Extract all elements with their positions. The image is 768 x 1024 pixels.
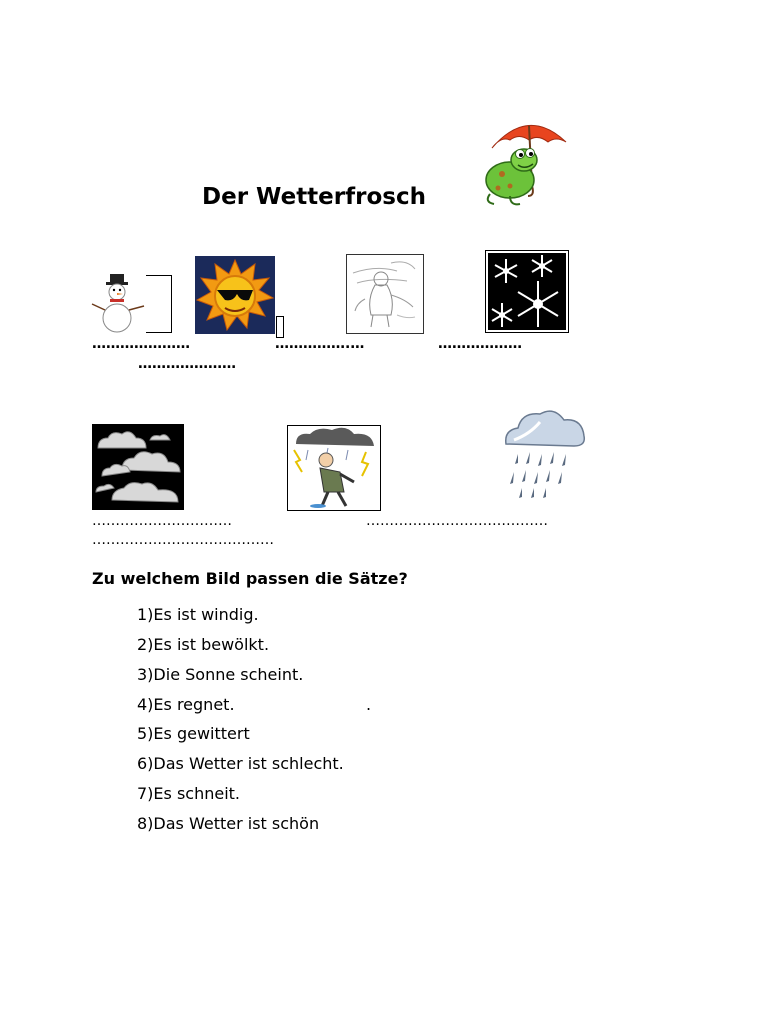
wind-sketch-icon: [346, 254, 424, 334]
answer-box-small: [276, 316, 284, 338]
question-heading: Zu welchem Bild passen die Sätze?: [92, 569, 408, 588]
sentence-2: 2)Es ist bewölkt.: [137, 635, 270, 654]
sentence-7: 7)Es schneit.: [137, 784, 241, 803]
clouds-icon: [92, 424, 184, 510]
sentence-3: 3)Die Sonne scheint.: [137, 665, 304, 684]
answer-line-3[interactable]: ………………: [438, 336, 522, 352]
snowman-icon: [90, 272, 150, 334]
stray-mark: .: [366, 695, 372, 714]
sentence-4: 4)Es regnet.: [137, 695, 235, 714]
page-title: Der Wetterfrosch: [202, 184, 426, 210]
thunderstorm-man-icon: [287, 425, 381, 511]
answer-line-5[interactable]: …………………………: [92, 513, 232, 529]
answer-line-1[interactable]: …………………: [92, 336, 190, 352]
answer-line-4[interactable]: …………………: [138, 356, 236, 372]
answer-bracket: [146, 275, 172, 333]
answer-line-7[interactable]: …………………………………: [92, 532, 274, 548]
sun-with-sunglasses-icon: [195, 256, 275, 334]
snowflakes-icon: [485, 250, 569, 333]
sentence-8: 8)Das Wetter ist schön: [137, 814, 320, 833]
frog-with-umbrella-icon: [480, 118, 570, 210]
sentence-5: 5)Es gewittert: [137, 724, 250, 743]
sentence-6: 6)Das Wetter ist schlecht.: [137, 754, 344, 773]
answer-line-2[interactable]: …………….…: [275, 336, 365, 352]
answer-line-6[interactable]: …………………………………: [366, 513, 548, 529]
sentence-1: 1)Es ist windig.: [137, 605, 259, 624]
rain-cloud-icon: [500, 400, 588, 504]
